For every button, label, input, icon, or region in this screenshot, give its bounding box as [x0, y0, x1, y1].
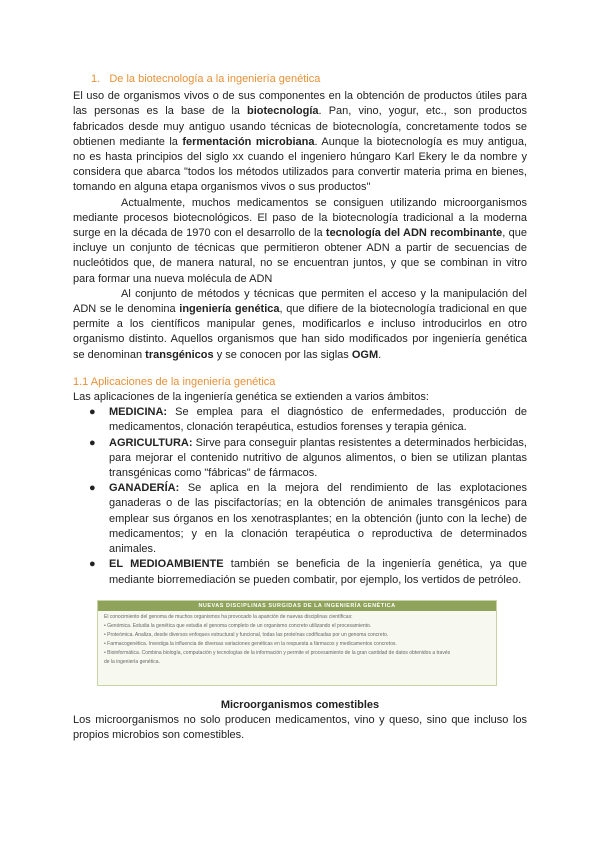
- section-heading-2: 1.1 Aplicaciones de la ingeniería genética: [73, 375, 276, 388]
- text-run: Actualmente, muchos medicamentos se consiguen utilizando microorganismos mediante procesos biotecnológicos. El paso de la biotecnología tradicional a la moderna surge en la década de 1970 con el desarrollo de la: [73, 196, 527, 240]
- text-run: , que difiere de la biotecnología tradicional en que permite a los científicos manipular genes, modificarlos e incluso introducirlos en otro organismo distinto. Aquellos organismos que han sido modificados por ingeniería genética se denominan: [73, 303, 527, 361]
- text-run: , que incluye un conjunto de técnicas que permitieron obtener ADN a partir de secuencias de nucleótidos que, de manera natural, no se encuentran juntos, y que se combinan in vitro para formar una nueva molécula de ADN: [73, 227, 527, 285]
- text-run: Al conjunto de métodos y técnicas que permiten el acceso y la manipulación del ADN se le denomina: [73, 287, 527, 316]
- text-run: . Pan, vino, yogur, etc., son productos fabricados desde muy antiguo usando técnicas de biotecnología, concretamente todos se obtienen mediante la: [73, 105, 527, 148]
- list-item-text: también se beneficia de la ingeniería genética, ya que mediante biorremediación se pueden combatir, por ejemplo, los vertidos de petróleo.: [109, 558, 527, 586]
- figure-header: NUEVAS DISCIPLINAS SURGIDAS DE LA INGENIERÍA GENÉTICA: [98, 601, 496, 611]
- bold-term: fermentación microbiana: [182, 135, 315, 148]
- list-item-label: AGRICULTURA:: [109, 436, 193, 449]
- figure-line: • Proteómica. Analiza, desde diversos enfoques estructural y funcional, todas las proteínas codificadas por un genoma concreto.: [104, 631, 389, 638]
- bullet-icon: ●: [89, 558, 96, 571]
- list-item-label: GANADERÍA:: [109, 482, 180, 495]
- text-run: . Aunque la biotecnología es muy antigua, no es hasta principios del siglo xx cuando el ingeniero húngaro Karl Ekery le da nombre y considera que abarca "todos los métodos utilizados para convertir materia prima en bienes, tomando en alguna etapa organismos vivos o sus productos": [73, 135, 527, 194]
- figure-line: de la ingeniería genética.: [104, 658, 160, 665]
- list-item: [89, 557, 527, 587]
- figure-line: El conocimiento del genoma de muchos organismos ha provocado la aparición de nuevas disciplinas científicas:: [104, 613, 353, 620]
- list-item-text: Sirve para conseguir plantas resistentes a determinados herbicidas, para mejorar el contenido nutritivo de algunos alimentos, o bien se utilizan plantas transgénicas como "fábricas" de fármacos.: [109, 436, 527, 480]
- disciplines-figure: [97, 600, 497, 686]
- list-item-label: EL MEDIOAMBIENTE: [109, 558, 224, 571]
- paragraph-3: [73, 287, 527, 363]
- bold-term: ingeniería genética: [179, 303, 280, 316]
- bold-term: transgénicos: [145, 348, 214, 361]
- bold-term: OGM: [351, 348, 379, 361]
- text-run: y se conocen por las siglas: [213, 348, 352, 361]
- list-item: [89, 436, 527, 482]
- section-intro: Las aplicaciones de la ingeniería genética se extienden a varios ámbitos:: [73, 391, 429, 404]
- figure-line: • Farmacogenética. Investiga la influencia de diversas variaciones genéticas en la respuesta a fármacos y medicamentos concretos.: [104, 640, 397, 647]
- paragraph-2: [73, 196, 527, 287]
- document-content: [73, 72, 527, 743]
- list-item: [89, 405, 527, 435]
- bullet-icon: ●: [89, 482, 96, 495]
- list-item: [89, 481, 527, 557]
- subsection-title: Microorganismos comestibles: [220, 698, 380, 711]
- section-heading-1: [91, 72, 527, 87]
- figure-line: • Bioinformática. Combina biología, computación y tecnologías de la información y permite el procesamiento de la gran cantidad de datos obtenidos a través: [104, 649, 451, 656]
- bullet-icon: ●: [89, 406, 96, 419]
- text-run: El uso de organismos vivos o de sus componentes en la obtención de productos útiles para las personas es la base de la: [73, 90, 527, 118]
- bold-term: tecnología del ADN recombinante: [325, 227, 503, 240]
- section-title: De la biotecnología a la ingeniería genética: [109, 73, 321, 85]
- bullet-icon: ●: [89, 436, 96, 449]
- section-number: 1.: [91, 73, 101, 85]
- bold-term: biotecnología: [247, 105, 319, 118]
- list-item-text: Se emplea para el diagnóstico de enfermedades, producción de medicamentos, clonación terapéutica, estudios forenses y terapia génica.: [109, 406, 527, 434]
- text-run: .: [378, 348, 382, 361]
- figure-body: [98, 611, 496, 669]
- subsection-text: Los microorganismos no solo producen medicamentos, vino y queso, sino que incluso los propios microbios son comestibles.: [73, 713, 527, 742]
- figure-line: • Genómica. Estudia la genética que estudia el genoma completo de un organismo concreto utilizando el procesamiento.: [104, 622, 372, 629]
- applications-list: [73, 405, 527, 587]
- list-item-label: MEDICINA:: [109, 406, 168, 419]
- paragraph-1: [73, 89, 527, 195]
- list-item-text: Se aplica en la mejora del rendimiento de las explotaciones ganaderas o de las piscifactorías; en la obtención de animales transgénicos para emplear sus órganos en los xenotrasplantes; en la obtención (junto con la leche) de medicamentos; y en la clonación terapéutica o reproductiva de determinados animales.: [109, 482, 527, 556]
